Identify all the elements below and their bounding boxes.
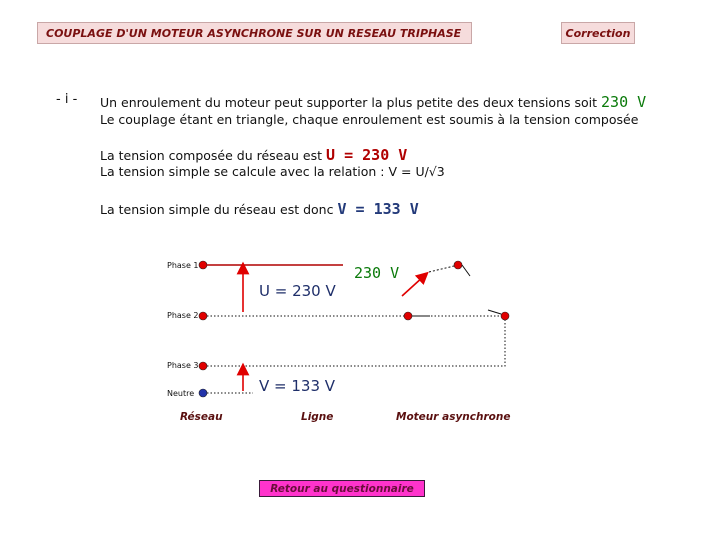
motor-tick-1 <box>462 265 470 276</box>
motor-terminal-1 <box>454 261 462 269</box>
line1-value: 230 V <box>601 93 647 111</box>
phase1-label: Phase 1 <box>167 261 199 270</box>
neutral-terminal <box>199 389 207 397</box>
page-title: COUPLAGE D'UN MOTEUR ASYNCHRONE SUR UN RESEAU TRIPHASE <box>37 22 472 44</box>
phase2-terminal <box>199 312 207 320</box>
phase3-label: Phase 3 <box>167 361 199 370</box>
motor-terminal-3 <box>501 312 509 320</box>
phase3-terminal <box>199 362 207 370</box>
moteur-label: Moteur asynchrone <box>396 411 511 423</box>
line2-text: Le couplage étant en triangle, chaque enroulement est soumis à la tension composée <box>100 112 639 127</box>
line4-text: La tension simple se calcule avec la relation : V = U/√3 <box>100 164 445 179</box>
u-voltage-label: U = 230 V <box>259 282 336 300</box>
line1-text: Un enroulement du moteur peut supporter la plus petite des deux tensions soit <box>100 95 598 110</box>
bullet-marker: - i - <box>56 92 78 107</box>
line5-text: La tension simple du réseau est donc <box>100 202 334 217</box>
phase2-label: Phase 2 <box>167 311 199 320</box>
reseau-label: Réseau <box>180 411 223 423</box>
v-voltage-label: V = 133 V <box>259 377 336 395</box>
phase3-line <box>207 320 505 366</box>
back-to-questionnaire-button[interactable]: Retour au questionnaire <box>259 480 425 497</box>
phase1-terminal <box>199 261 207 269</box>
ligne-label: Ligne <box>301 411 334 423</box>
motor-tick-3 <box>488 310 501 314</box>
line5-value: V = 133 V <box>337 200 419 218</box>
winding-voltage-label: 230 V <box>354 264 400 282</box>
correction-badge: Correction <box>561 22 635 44</box>
motor-terminal-2 <box>404 312 412 320</box>
line3-value: U = 230 V <box>326 146 408 164</box>
winding-dashed-link <box>429 266 454 272</box>
line3-text: La tension composée du réseau est <box>100 148 323 163</box>
winding-voltage-arrow <box>402 276 424 296</box>
neutre-label: Neutre <box>167 389 195 398</box>
